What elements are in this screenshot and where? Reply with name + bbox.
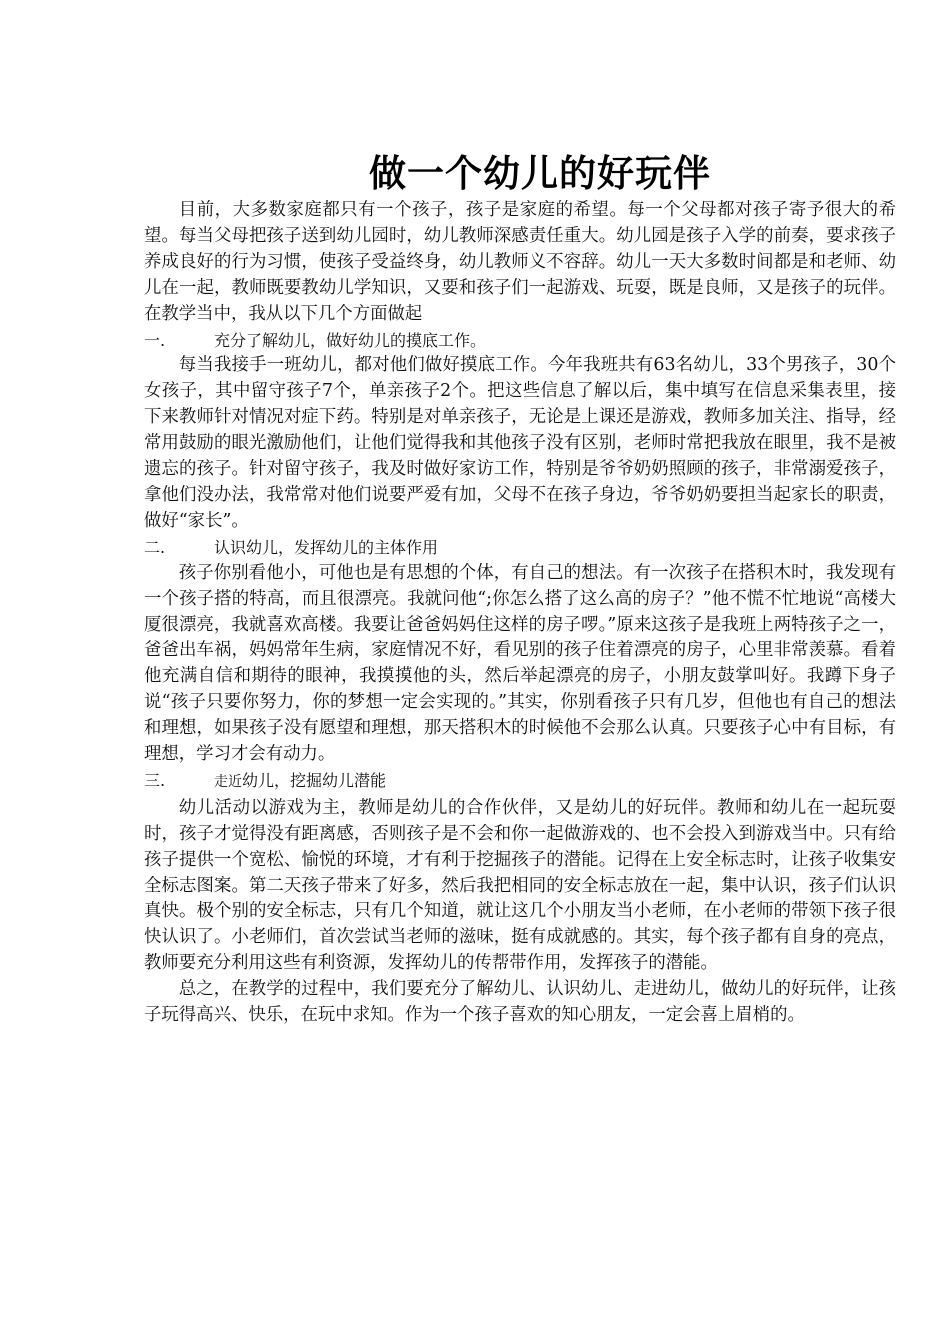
section-number: 一. [144,330,166,350]
document-title: 做一个幼儿的好玩伴 [369,152,711,195]
section-heading-2 [144,535,896,561]
section-heading-text: 认识幼儿，发挥幼儿的主体作用 [214,537,439,557]
section-heading-text: 充分了解幼儿，做好幼儿的摸底工作。 [214,330,487,350]
document-body [144,150,896,1029]
section-heading-1 [144,328,896,354]
section-paragraph-3: 幼儿活动以游戏为主，教师是幼儿的合作伙伴，又是幼儿的好玩伴。教师和幼儿在一起玩耍时，孩子才觉得没有距离感，否则孩子是不会和你一起做游戏的、也不会投入到游戏当中。只有给孩子提供一个宽松、愉悦的环境，才有利于挖掘孩子的潜能。记得在上安全标志时，让孩子收集安全标志图案。第二天孩子带来了好多，然后我把相同的安全标志放在一起，集中认识，孩子们认识真快。极个别的安全标志，只有几个知道，就让这几个小朋友当小老师，在小老师的带领下孩子很快认识了。小老师们，首次尝试当老师的滋味，挺有成就感的。其实，每个孩子都有自身的亮点，教师要充分利用这些有利资源，发挥幼儿的传帮带作用，发挥孩子的潜能。 [144,797,896,974]
section-heading-3 [144,768,896,796]
section-number: 三. [144,770,166,790]
section-heading-text: 幼儿，挖掘幼儿潜能 [242,770,387,790]
conclusion-paragraph: 总之，在教学的过程中，我们要充分了解幼儿、认识幼儿、走进幼儿，做幼儿的好玩伴，让孩子玩得高兴、快乐，在玩中求知。作为一个孩子喜欢的知心朋友，一定会喜上眉梢的。 [144,979,896,1026]
section-number: 二. [144,537,166,557]
section-heading-small-text: 走近 [214,773,242,790]
section-paragraph-2: 孩子你别看他小，可他也是有思想的个体，有自己的想法。有一次孩子在搭积木时，我发现有一个孩子搭的特高，而且很漂亮。我就问他“;你怎么搭了这么高的房子？”他不慌不忙地说“高楼大厦很漂亮，我就喜欢高楼。我要让爸爸妈妈住这样的房子啰。”原来这孩子是我班上两特孩子之一，爸爸出车祸，妈妈常年生病，家庭情况不好，看见别的孩子住着漂亮的房子，心里非常羡慕。看着他充满自信和期待的眼神，我摸摸他的头，然后举起漂亮的房子，小朋友鼓掌叫好。我蹲下身子说“孩子只要你努力，你的梦想一定会实现的。”其实，你别看孩子只有几岁，但他也有自己的想法和理想，如果孩子没有愿望和理想，那天搭积木的时候他不会那么认真。只要孩子心中有目标，有理想，学习才会有动力。 [144,562,896,765]
section-paragraph-1: 每当我接手一班幼儿，都对他们做好摸底工作。今年我班共有63名幼儿，33个男孩子，30个女孩子，其中留守孩子7个，单亲孩子2个。把这些信息了解以后，集中填写在信息采集表里，接下来教师针对情况对症下药。特别是对单亲孩子，无论是上课还是游戏，教师多加关注、指导，经常用鼓励的眼光激励他们，让他们觉得我和其他孩子没有区别，老师时常把我放在眼里，我不是被遗忘的孩子。针对留守孩子，我及时做好家访工作，特别是爷爷奶奶照顾的孩子，非常溺爱孩子，拿他们没办法，我常常对他们说要严爱有加，父母不在孩子身边，爷爷奶奶要担当起家长的职责，做好“家长”。 [144,355,896,531]
intro-paragraph: 目前，大多数家庭都只有一个孩子，孩子是家庭的希望。每一个父母都对孩子寄予很大的希望。每当父母把孩子送到幼儿园时，幼儿教师深感责任重大。幼儿园是孩子入学的前奏，要求孩子养成良好的行为习惯，使孩子受益终身，幼儿教师义不容辞。幼儿一天大多数时间都是和老师、幼儿在一起，教师既要教幼儿学知识，又要和孩子们一起游戏、玩耍，既是良师，又是孩子的玩伴。在教学当中，我从以下几个方面做起 [144,200,896,324]
